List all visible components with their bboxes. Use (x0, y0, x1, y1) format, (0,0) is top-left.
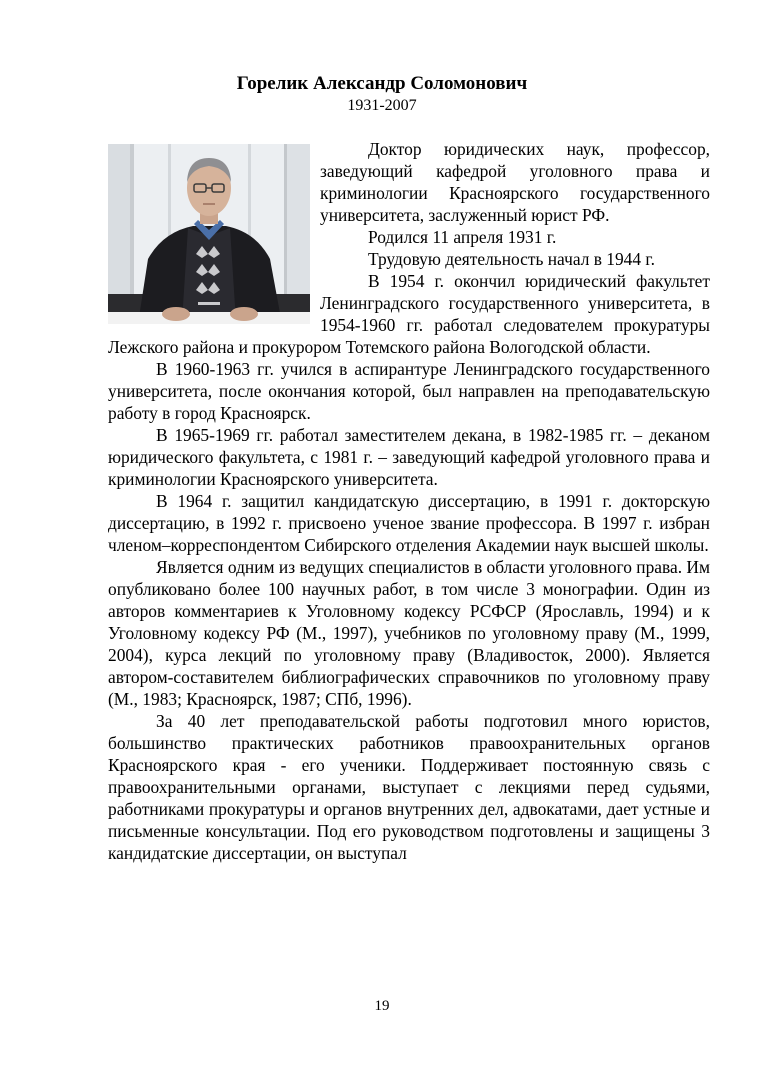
life-years: 1931-2007 (347, 97, 417, 114)
person-name-heading: Горелик Александр Соломонович (236, 73, 528, 94)
portrait-photo (108, 144, 310, 324)
paragraph: В 1964 г. защитил кандидатскую диссертацию, в 1991 г. докторскую диссертацию, в 1992 г. присвоено ученое звание профессора. В 1997 г. избран членом–корреспондентом Сибирского отделения Академии наук высшей школы. (108, 491, 710, 555)
paragraph: В 1954 г. окончил юридический факультет Ленинградского государственного университета, в 1954-1960 гг. работал следователем прокуратуры Лежского района и прокурором Тотемского района Вологодской области. (108, 271, 710, 357)
paragraph: За 40 лет преподавательской работы подготовил много юристов, большинство практических работников правоохранительных органов Красноярского края - его ученики. Поддерживает постоянную связь с правоохранительными органами, выступает с лекциями перед судьями, работниками прокуратуры и органов внутренних дел, адвокатами, дает устные и письменные консультации. Под его руководством подготовлены и защищены 3 кандидатские диссертации, он выступал (108, 711, 710, 863)
page-number: 19 (374, 998, 390, 1014)
biography-text (108, 138, 710, 864)
paragraph: Родился 11 апреля 1931 г. (368, 227, 557, 247)
paragraph: В 1965-1969 гг. работал заместителем декана, в 1982-1985 гг. – деканом юридического факультета, с 1981 г. – заведующий кафедрой уголовного права и криминологии Красноярского университета. (108, 425, 710, 489)
paragraph: В 1960-1963 гг. учился в аспирантуре Ленинградского государственного университета, после окончания которой, был направлен на преподавательскую работу в город Красноярск. (108, 359, 710, 423)
paragraph: Трудовую деятельность начал в 1944 г. (368, 249, 655, 269)
paragraph: Доктор юридических наук, профессор, заведующий кафедрой уголовного права и криминологии Красноярского государственного университета, заслуженный юрист РФ. (320, 139, 710, 225)
paragraph: Является одним из ведущих специалистов в области уголовного права. Им опубликовано более 100 научных работ, в том числе 3 монографии. Один из авторов комментариев к Уголовному кодексу РСФСР (Ярославль, 1994) и к Уголовному кодексу РФ (М., 1997), учебников по уголовному праву (М., 1999, 2004), курса лекций по уголовному праву (Владивосток, 2000). Является автором-составителем библиографических справочников по уголовному праву (М., 1983; Красноярск, 1987; СПб, 1996). (108, 557, 710, 709)
